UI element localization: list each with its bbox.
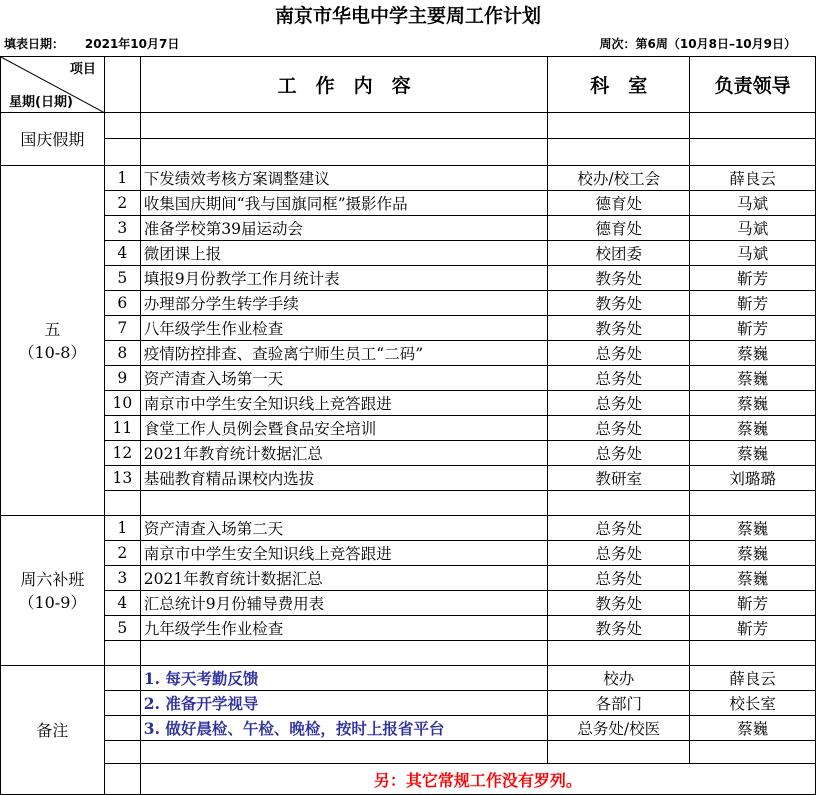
note-leader: 校长室 bbox=[690, 691, 816, 716]
friday-task-row bbox=[1, 166, 816, 191]
note-row bbox=[1, 666, 816, 691]
empty-cell bbox=[104, 113, 140, 139]
holiday-row bbox=[1, 113, 816, 139]
empty-cell bbox=[690, 641, 816, 666]
saturday-task-row bbox=[1, 516, 816, 541]
task-department: 总务处 bbox=[548, 416, 690, 441]
task-leader: 蔡巍 bbox=[690, 341, 816, 366]
saturday-task-row bbox=[1, 616, 816, 641]
note-row bbox=[1, 741, 816, 764]
footer-row bbox=[1, 764, 816, 795]
task-leader: 马斌 bbox=[690, 241, 816, 266]
fill-date bbox=[4, 33, 179, 55]
task-content: 八年级学生作业检查 bbox=[140, 316, 548, 341]
task-number: 5 bbox=[104, 616, 140, 641]
friday-task-row bbox=[1, 241, 816, 266]
saturday-task-row bbox=[1, 641, 816, 666]
task-department: 总务处 bbox=[548, 391, 690, 416]
note-leader: 薛良云 bbox=[690, 666, 816, 691]
task-leader: 靳芳 bbox=[690, 291, 816, 316]
note-department: 校办 bbox=[548, 666, 690, 691]
group-weekday: 备注 bbox=[36, 720, 69, 740]
task-department: 德育处 bbox=[548, 191, 690, 216]
week-info: 周次：第6周（10月8日–10月9日） bbox=[599, 37, 796, 51]
empty-cell bbox=[548, 113, 690, 139]
friday-task-row bbox=[1, 266, 816, 291]
task-department: 德育处 bbox=[548, 216, 690, 241]
friday-label-cell bbox=[1, 166, 105, 516]
task-number: 12 bbox=[104, 441, 140, 466]
empty-cell bbox=[104, 741, 140, 764]
empty-cell bbox=[104, 716, 140, 741]
fill-date-label: 填表日期： bbox=[4, 37, 65, 51]
weekly-plan-table bbox=[0, 56, 816, 795]
task-department: 教务处 bbox=[548, 266, 690, 291]
task-number: 6 bbox=[104, 291, 140, 316]
empty-cell bbox=[104, 491, 140, 516]
task-department: 总务处 bbox=[548, 541, 690, 566]
empty-cell bbox=[140, 741, 548, 764]
empty-cell bbox=[140, 113, 548, 139]
task-number: 4 bbox=[104, 241, 140, 266]
task-number: 5 bbox=[104, 266, 140, 291]
note-row bbox=[1, 691, 816, 716]
empty-cell bbox=[140, 491, 548, 516]
task-department: 教务处 bbox=[548, 316, 690, 341]
task-number: 7 bbox=[104, 316, 140, 341]
task-leader: 靳芳 bbox=[690, 591, 816, 616]
saturday-task-row bbox=[1, 541, 816, 566]
header-leader: 负责领导 bbox=[690, 57, 816, 113]
footer-note: 另：其它常规工作没有罗列。 bbox=[140, 764, 815, 795]
empty-cell bbox=[140, 139, 548, 166]
task-content: 办理部分学生转学手续 bbox=[140, 291, 548, 316]
friday-task-row bbox=[1, 391, 816, 416]
task-leader: 薛良云 bbox=[690, 166, 816, 191]
task-department: 教务处 bbox=[548, 616, 690, 641]
task-department: 总务处 bbox=[548, 566, 690, 591]
task-number: 1 bbox=[104, 516, 140, 541]
group-date: （10-9） bbox=[18, 592, 87, 612]
task-leader: 蔡巍 bbox=[690, 391, 816, 416]
task-content: 资产清查入场第二天 bbox=[140, 516, 548, 541]
empty-cell bbox=[548, 741, 690, 764]
task-department: 总务处 bbox=[548, 366, 690, 391]
task-content: 疫情防控排查、查验离宁师生员工“二码” bbox=[140, 341, 548, 366]
holiday-label-cell bbox=[1, 113, 105, 166]
task-number: 2 bbox=[104, 541, 140, 566]
empty-cell bbox=[104, 691, 140, 716]
note-row bbox=[1, 716, 816, 741]
empty-cell bbox=[140, 641, 548, 666]
task-department: 校办/校工会 bbox=[548, 166, 690, 191]
header-corner-weekday: 星期(日期) bbox=[9, 95, 73, 110]
empty-cell bbox=[690, 741, 816, 764]
saturday-task-row bbox=[1, 566, 816, 591]
task-department: 总务处 bbox=[548, 341, 690, 366]
task-content: 2021年教育统计数据汇总 bbox=[140, 566, 548, 591]
friday-task-row bbox=[1, 291, 816, 316]
notes-label-cell bbox=[1, 666, 105, 795]
task-leader: 靳芳 bbox=[690, 266, 816, 291]
saturday-task-row bbox=[1, 591, 816, 616]
empty-cell bbox=[104, 666, 140, 691]
empty-cell bbox=[548, 139, 690, 166]
note-content: 3. 做好晨检、午检、晚检，按时上报省平台 bbox=[140, 716, 548, 741]
task-number: 1 bbox=[104, 166, 140, 191]
task-leader: 蔡巍 bbox=[690, 441, 816, 466]
task-number: 11 bbox=[104, 416, 140, 441]
task-content: 准备学校第39届运动会 bbox=[140, 216, 548, 241]
header-corner-cell bbox=[1, 57, 105, 113]
task-content: 食堂工作人员例会暨食品安全培训 bbox=[140, 416, 548, 441]
task-content: 微团课上报 bbox=[140, 241, 548, 266]
header-corner-item: 项目 bbox=[69, 62, 96, 77]
task-content: 收集国庆期间“我与国旗同框”摄影作品 bbox=[140, 191, 548, 216]
note-department: 总务处/校医 bbox=[548, 716, 690, 741]
friday-task-row bbox=[1, 441, 816, 466]
task-leader: 蔡巍 bbox=[690, 516, 816, 541]
task-leader: 马斌 bbox=[690, 191, 816, 216]
task-content: 资产清查入场第一天 bbox=[140, 366, 548, 391]
group-weekday: 国庆假期 bbox=[20, 129, 85, 149]
note-leader: 蔡巍 bbox=[690, 716, 816, 741]
task-number: 3 bbox=[104, 566, 140, 591]
task-content: 汇总统计9月份辅导费用表 bbox=[140, 591, 548, 616]
fill-date-value: 2021年10月7日 bbox=[84, 37, 180, 51]
task-department: 总务处 bbox=[548, 516, 690, 541]
friday-task-row bbox=[1, 191, 816, 216]
empty-cell bbox=[690, 139, 816, 166]
task-number: 13 bbox=[104, 466, 140, 491]
task-department: 教务处 bbox=[548, 291, 690, 316]
friday-task-row bbox=[1, 216, 816, 241]
task-content: 2021年教育统计数据汇总 bbox=[140, 441, 548, 466]
empty-cell bbox=[548, 641, 690, 666]
task-number: 8 bbox=[104, 341, 140, 366]
note-department: 各部门 bbox=[548, 691, 690, 716]
task-leader: 靳芳 bbox=[690, 616, 816, 641]
task-number: 10 bbox=[104, 391, 140, 416]
empty-cell bbox=[690, 491, 816, 516]
group-weekday: 周六补班 bbox=[20, 569, 85, 589]
task-leader: 马斌 bbox=[690, 216, 816, 241]
friday-task-row bbox=[1, 341, 816, 366]
task-leader: 靳芳 bbox=[690, 316, 816, 341]
empty-cell bbox=[104, 764, 140, 795]
task-leader: 蔡巍 bbox=[690, 366, 816, 391]
task-content: 南京市中学生安全知识线上竞答跟进 bbox=[140, 391, 548, 416]
header-content: 工 作 内 容 bbox=[140, 57, 548, 113]
group-weekday: 五 bbox=[44, 319, 61, 339]
task-department: 总务处 bbox=[548, 441, 690, 466]
task-department: 教务处 bbox=[548, 591, 690, 616]
note-content: 1. 每天考勤反馈 bbox=[140, 666, 548, 691]
task-content: 南京市中学生安全知识线上竞答跟进 bbox=[140, 541, 548, 566]
header-index-cell bbox=[104, 57, 140, 113]
task-content: 九年级学生作业检查 bbox=[140, 616, 548, 641]
friday-task-row bbox=[1, 466, 816, 491]
header-department: 科 室 bbox=[548, 57, 690, 113]
header-row bbox=[1, 57, 816, 113]
task-content: 下发绩效考核方案调整建议 bbox=[140, 166, 548, 191]
holiday-row bbox=[1, 139, 816, 166]
empty-cell bbox=[690, 113, 816, 139]
task-leader: 蔡巍 bbox=[690, 541, 816, 566]
task-number: 2 bbox=[104, 191, 140, 216]
task-leader: 刘璐璐 bbox=[690, 466, 816, 491]
page-title: 南京市华电中学主要周工作计划 bbox=[274, 5, 541, 27]
note-content: 2. 准备开学视导 bbox=[140, 691, 548, 716]
task-number: 4 bbox=[104, 591, 140, 616]
task-content: 基础教育精品课校内选拔 bbox=[140, 466, 548, 491]
task-department: 校团委 bbox=[548, 241, 690, 266]
friday-task-row bbox=[1, 416, 816, 441]
saturday-label-cell bbox=[1, 516, 105, 666]
group-date: （10-8） bbox=[18, 342, 87, 362]
task-content: 填报9月份教学工作月统计表 bbox=[140, 266, 548, 291]
friday-task-row bbox=[1, 316, 816, 341]
empty-cell bbox=[104, 641, 140, 666]
task-leader: 蔡巍 bbox=[690, 416, 816, 441]
task-number: 3 bbox=[104, 216, 140, 241]
empty-cell bbox=[548, 491, 690, 516]
friday-task-row bbox=[1, 491, 816, 516]
task-leader: 蔡巍 bbox=[690, 566, 816, 591]
task-number: 9 bbox=[104, 366, 140, 391]
task-department: 教研室 bbox=[548, 466, 690, 491]
empty-cell bbox=[104, 139, 140, 166]
friday-task-row bbox=[1, 366, 816, 391]
